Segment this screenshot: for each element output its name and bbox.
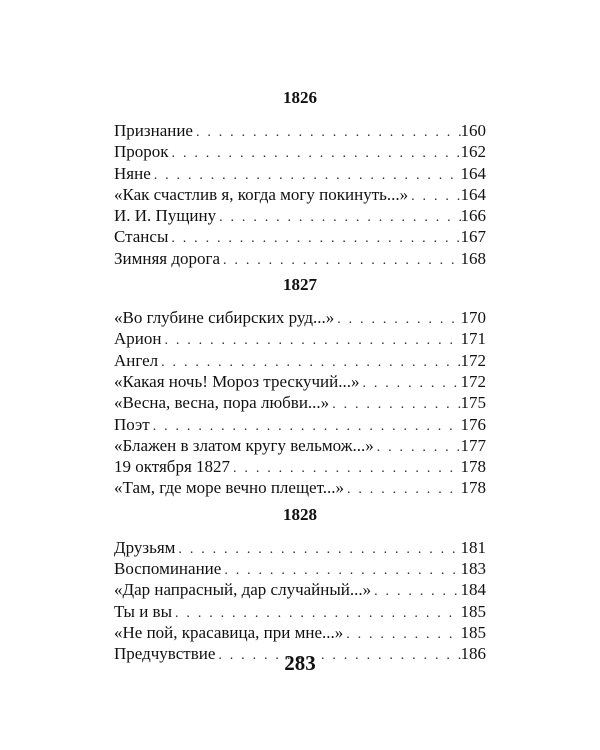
toc-entry[interactable] xyxy=(114,141,486,162)
entry-title: Зимняя дорога xyxy=(114,248,221,268)
entry-title: Арион xyxy=(114,329,162,349)
entry-page: 170 xyxy=(460,308,486,328)
toc-entry[interactable] xyxy=(114,163,486,184)
entry-title: Друзьям xyxy=(114,537,176,557)
entry-title: Стансы xyxy=(114,227,169,247)
entry-page: 185 xyxy=(460,601,486,621)
dot-leader xyxy=(172,603,460,622)
dot-leader xyxy=(158,352,460,371)
entry-title: «Блажен в златом кругу вельмож...» xyxy=(114,435,374,455)
entry-title: Воспоминание xyxy=(114,559,222,579)
toc-entry[interactable] xyxy=(114,120,486,141)
toc-entry[interactable] xyxy=(114,226,486,247)
dot-leader xyxy=(371,581,460,600)
entry-page: 186 xyxy=(460,644,486,664)
entry-title: Предчувствие xyxy=(114,644,216,664)
entry-page: 178 xyxy=(460,457,486,477)
section-1827 xyxy=(114,275,486,499)
entry-title: «Дар напрасный, дар случайный...» xyxy=(114,580,372,600)
dot-leader xyxy=(175,539,460,558)
entry-title: 19 октября 1827 xyxy=(114,457,231,477)
entry-page: 183 xyxy=(460,559,486,579)
entry-title: Ангел xyxy=(114,350,159,370)
dot-leader xyxy=(168,228,460,247)
dot-leader xyxy=(193,122,461,141)
dot-leader xyxy=(408,186,460,205)
entry-page: 175 xyxy=(460,393,486,413)
entry-page: 162 xyxy=(460,142,486,162)
toc-entry[interactable] xyxy=(114,328,486,349)
section-year: 1827 xyxy=(283,275,317,295)
dot-leader xyxy=(169,143,461,162)
entry-page: 164 xyxy=(460,184,486,204)
toc-entry[interactable] xyxy=(114,307,486,328)
dot-leader xyxy=(343,624,460,643)
entry-page: 176 xyxy=(460,414,486,434)
table-of-contents xyxy=(114,88,486,671)
toc-entry[interactable] xyxy=(114,248,486,269)
entry-title: «Как счастлив я, когда могу покинуть...» xyxy=(114,184,409,204)
entry-title: «Весна, весна, пора любви...» xyxy=(114,393,330,413)
toc-entry[interactable] xyxy=(114,558,486,579)
entry-page: 167 xyxy=(460,227,486,247)
toc-entry[interactable] xyxy=(114,622,486,643)
entry-page: 171 xyxy=(460,329,486,349)
dot-leader xyxy=(161,330,460,349)
entry-title: Пророк xyxy=(114,142,169,162)
dot-leader xyxy=(334,309,460,328)
entry-title: И. И. Пущину xyxy=(114,206,217,226)
entry-title: «Какая ночь! Мороз трескучий...» xyxy=(114,371,360,391)
toc-entry[interactable] xyxy=(114,350,486,371)
dot-leader xyxy=(359,373,460,392)
entry-page: 166 xyxy=(460,206,486,226)
section-year: 1826 xyxy=(283,88,317,107)
dot-leader xyxy=(329,394,460,413)
entry-title: «Там, где море вечно плещет...» xyxy=(114,478,344,498)
dot-leader xyxy=(221,560,460,579)
toc-entry[interactable] xyxy=(114,371,486,392)
entry-title: «Во глубине сибирских руд...» xyxy=(114,308,335,328)
toc-entry[interactable] xyxy=(114,205,486,226)
toc-entry[interactable] xyxy=(114,537,486,558)
entry-page: 178 xyxy=(460,478,486,498)
toc-entry[interactable] xyxy=(114,477,486,498)
dot-leader xyxy=(216,207,460,226)
toc-entry[interactable] xyxy=(114,414,486,435)
entry-page: 181 xyxy=(460,537,486,557)
dot-leader xyxy=(220,250,460,269)
dot-leader xyxy=(344,479,461,498)
toc-entry[interactable] xyxy=(114,184,486,205)
entry-title: «Не пой, красавица, при мне...» xyxy=(114,622,344,642)
toc-entry[interactable] xyxy=(114,456,486,477)
entry-title: Признание xyxy=(114,121,193,140)
dot-leader xyxy=(150,416,461,435)
dot-leader xyxy=(230,458,460,477)
section-1826 xyxy=(114,88,486,269)
entry-title: Поэт xyxy=(114,414,150,434)
section-year: 1828 xyxy=(283,504,317,524)
entry-page: 160 xyxy=(460,121,486,140)
section-1828 xyxy=(114,505,486,665)
entry-page: 164 xyxy=(460,163,486,183)
toc-entry[interactable] xyxy=(114,579,486,600)
entry-page: 172 xyxy=(460,371,486,391)
toc-entry[interactable] xyxy=(114,392,486,413)
dot-leader xyxy=(151,165,461,184)
entry-title: Няне xyxy=(114,163,151,183)
entry-page: 177 xyxy=(460,435,486,455)
toc-entry[interactable] xyxy=(114,601,486,622)
entry-page: 185 xyxy=(460,622,486,642)
page-number: 283 xyxy=(284,651,316,675)
entry-title: Ты и вы xyxy=(114,601,173,621)
entry-page: 184 xyxy=(460,580,486,600)
entry-page: 168 xyxy=(460,248,486,268)
entry-page: 172 xyxy=(460,350,486,370)
dot-leader xyxy=(374,437,461,456)
toc-entry[interactable] xyxy=(114,435,486,456)
